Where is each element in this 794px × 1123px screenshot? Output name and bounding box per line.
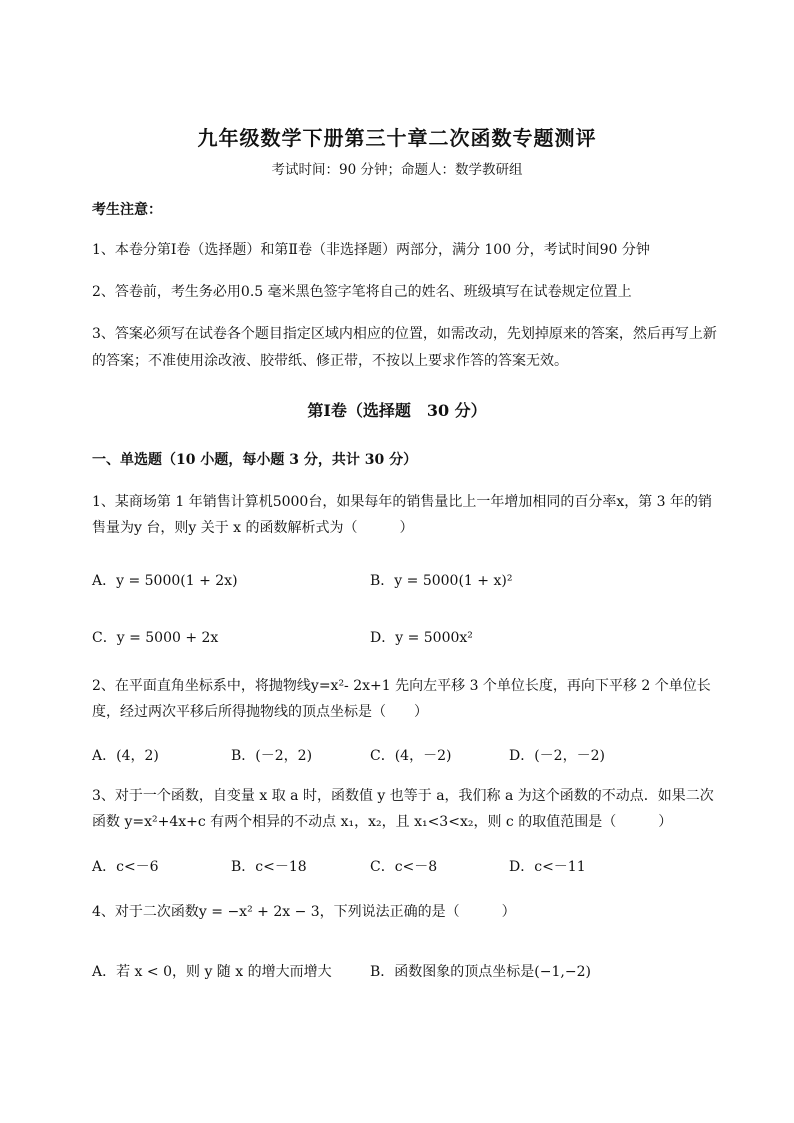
part-title: 一、单选题（10 小题，每小题 3 分，共计 30 分）: [92, 452, 418, 468]
q4-option-a[interactable]: A．若 x < 0，则 y 随 x 的增大而增大: [92, 964, 332, 980]
notice-heading: 考生注意：: [92, 202, 162, 218]
q3-option-c[interactable]: C．c<－8: [370, 859, 438, 875]
exam-info: 考试时间：90 分钟；命题人：数学教研组: [271, 162, 523, 178]
q2-stem-line1: 2、在平面直角坐标系中，将抛物线y=x²- 2x+1 先向左平移 3 个单位长度，再向下平移 2 个单位长: [92, 678, 711, 694]
q3-option-b[interactable]: B．c<－18: [231, 859, 307, 875]
q2-option-b[interactable]: B．(－2，2): [231, 748, 313, 764]
q1-option-d[interactable]: D．y = 5000x²: [370, 630, 473, 646]
q4-stem-line1: 4、对于二次函数y = −x² + 2x − 3，下列说法正确的是（ ）: [92, 904, 516, 920]
q2-stem-line2: 度，经过两次平移后所得抛物线的顶点坐标是（ ）: [92, 704, 428, 720]
q2-option-c[interactable]: C．(4，－2): [370, 748, 452, 764]
q4-option-b[interactable]: B．函数图象的顶点坐标是(−1,−2): [370, 964, 591, 980]
notice-item-3-cont: 的答案；不准使用涂改液、胶带纸、修正带，不按以上要求作答的答案无效。: [92, 353, 568, 369]
q1-option-a[interactable]: A．y = 5000(1 + 2x): [92, 573, 238, 589]
q1-option-c[interactable]: C．y = 5000 + 2x: [92, 630, 219, 646]
notice-item-2: 2、答卷前，考生务必用0.5 毫米黑色签字笔将自己的姓名、班级填写在试卷规定位置上: [92, 284, 632, 300]
q3-stem-line2: 函数 y=x²+4x+c 有两个相异的不动点 x₁，x₂，且 x₁<3<x₂，则 c 的取值范围是（ ）: [92, 814, 673, 830]
notice-item-1: 1、本卷分第Ⅰ卷（选择题）和第Ⅱ卷（非选择题）两部分，满分 100 分，考试时间90 分钟: [92, 242, 650, 258]
q1-stem-line2: 售量为y 台，则y 关于 x 的函数解析式为（ ）: [92, 520, 414, 536]
page-title: 九年级数学下册第三十章二次函数专题测评: [197, 126, 597, 150]
q1-stem-line1: 1、某商场第 1 年销售计算机5000台，如果每年的销售量比上一年增加相同的百分率x，第 3 年的销: [92, 494, 713, 510]
q2-option-d[interactable]: D．(－2，－2): [509, 748, 605, 764]
q3-option-d[interactable]: D．c<－11: [509, 859, 586, 875]
q3-option-a[interactable]: A．c<－6: [92, 859, 159, 875]
notice-item-3: 3、答案必须写在试卷各个题目指定区域内相应的位置，如需改动，先划掉原来的答案，然后再写上新: [92, 326, 717, 342]
section-title: 第Ⅰ卷（选择题 30 分）: [307, 401, 487, 420]
q3-stem-line1: 3、对于一个函数，自变量 x 取 a 时，函数值 y 也等于 a，我们称 a 为这个函数的不动点．如果二次: [92, 788, 714, 804]
q2-option-a[interactable]: A．(4，2): [92, 748, 159, 764]
q1-option-b[interactable]: B．y = 5000(1 + x)²: [370, 573, 513, 589]
